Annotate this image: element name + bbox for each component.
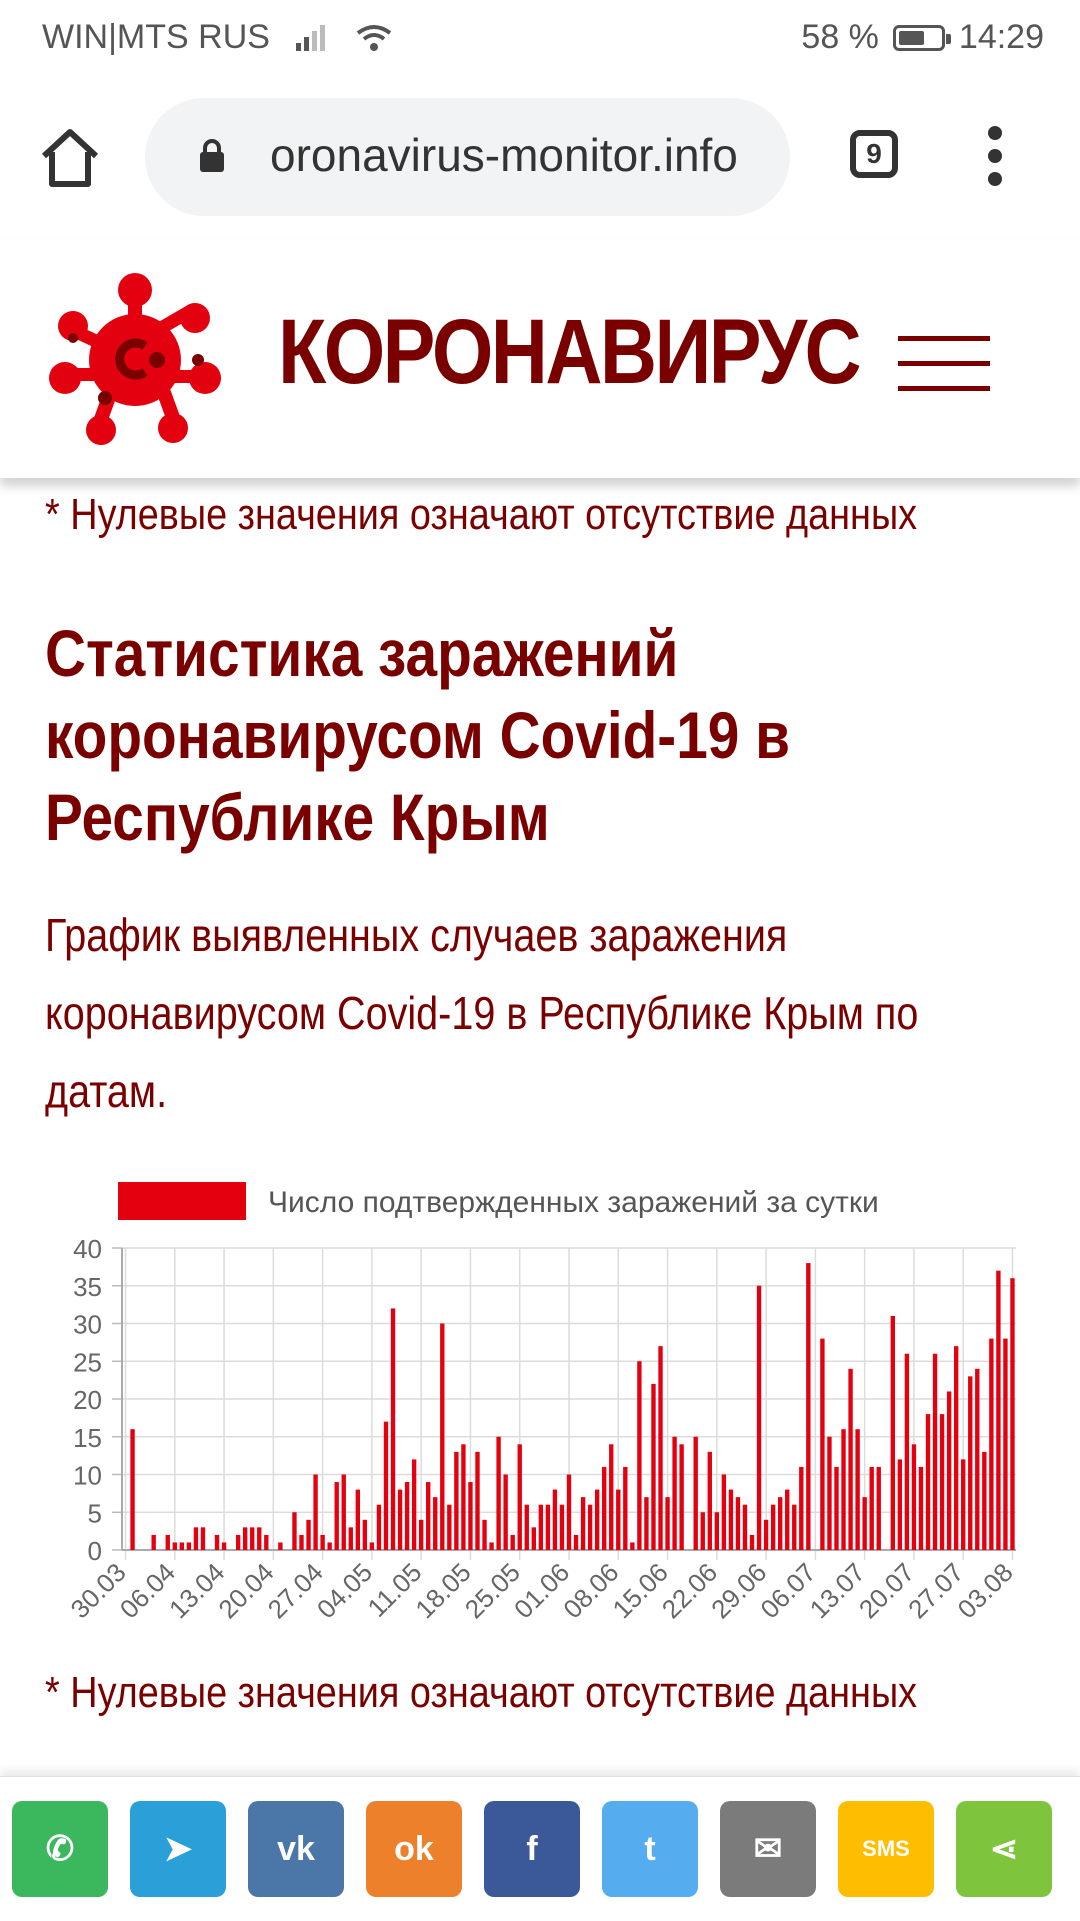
chart-bar	[496, 1437, 500, 1550]
chart-bar	[419, 1520, 423, 1550]
chart-bar	[651, 1384, 655, 1550]
chart-bar	[426, 1482, 430, 1550]
chart-bar	[736, 1497, 740, 1550]
chart-bar	[130, 1429, 134, 1550]
chart-bar	[961, 1459, 965, 1550]
chart-bar	[954, 1346, 958, 1550]
chart-bar	[870, 1467, 874, 1550]
sms-icon: SMS	[862, 1836, 910, 1861]
chart-bar	[377, 1505, 381, 1550]
chart-bar	[201, 1527, 205, 1550]
virus-logo[interactable]	[45, 268, 225, 448]
chart-bar	[363, 1520, 367, 1550]
chart-bar	[877, 1467, 881, 1550]
chart-bar	[665, 1497, 669, 1550]
chart-bar	[940, 1414, 944, 1550]
y-tick-label: 5	[87, 1498, 102, 1529]
x-tick-label: 27.07	[902, 1557, 970, 1625]
chart-bar	[898, 1459, 902, 1550]
chart-bar	[313, 1475, 317, 1551]
chart-bar	[574, 1535, 578, 1550]
page-heading: Статистика заражений коронавирусом Covid-19 в Республике Крым	[45, 616, 791, 854]
twitter-share-button[interactable]	[602, 1801, 698, 1897]
chart-bar	[222, 1542, 226, 1550]
cases-bar-chart	[0, 1170, 1080, 1670]
chart-bar	[327, 1542, 331, 1550]
chart-svg	[0, 1170, 1080, 1670]
home-icon[interactable]	[38, 126, 102, 190]
lock-icon	[198, 139, 226, 173]
chart-bar	[518, 1444, 522, 1550]
chart-bar	[489, 1542, 493, 1550]
chart-bar	[588, 1505, 592, 1550]
chart-bar	[630, 1542, 634, 1550]
chart-bar	[926, 1414, 930, 1550]
chart-bar	[644, 1497, 648, 1550]
y-tick-label: 15	[73, 1422, 102, 1453]
y-tick-label: 30	[73, 1309, 102, 1340]
facebook-icon: f	[526, 1829, 538, 1868]
share-share-button[interactable]	[956, 1801, 1052, 1897]
whatsapp-icon: ✆	[45, 1830, 75, 1868]
vk-icon: vk	[277, 1829, 315, 1868]
x-tick-label: 27.04	[261, 1557, 329, 1625]
chart-bar	[672, 1437, 676, 1550]
chart-bar	[166, 1535, 170, 1550]
facebook-share-button[interactable]	[484, 1801, 580, 1897]
chart-bar	[750, 1535, 754, 1550]
sms-share-button[interactable]	[838, 1801, 934, 1897]
x-tick-label: 20.04	[212, 1557, 280, 1625]
chart-bar	[391, 1308, 395, 1550]
x-tick-label: 20.07	[852, 1557, 921, 1625]
chart-bar	[349, 1527, 353, 1550]
chart-bar	[792, 1505, 796, 1550]
chart-bar	[855, 1429, 859, 1550]
chart-bar	[412, 1459, 416, 1550]
chart-bar	[546, 1505, 550, 1550]
chart-bar	[454, 1452, 458, 1550]
twitter-icon: t	[644, 1829, 656, 1868]
x-tick-label: 22.06	[655, 1557, 724, 1625]
chart-bar	[947, 1391, 951, 1550]
chart-bar	[820, 1339, 824, 1550]
odnoklassniki-icon: ok	[394, 1829, 434, 1868]
chart-bar	[757, 1286, 761, 1550]
chart-bar	[975, 1369, 979, 1550]
site-title[interactable]: КОРОНАВИРУС	[278, 301, 860, 403]
browser-toolbar	[0, 76, 1080, 241]
chart-bar	[461, 1444, 465, 1550]
signal-icon	[294, 23, 330, 53]
status-bar	[0, 0, 1080, 76]
y-tick-label: 10	[73, 1460, 102, 1491]
chart-bar	[525, 1505, 529, 1550]
chart-bar	[848, 1369, 852, 1550]
site-header	[0, 240, 1080, 478]
note-bottom: * Нулевые значения означают отсутствие данных	[45, 1668, 918, 1717]
chart-bar	[581, 1497, 585, 1550]
chart-bar	[595, 1490, 599, 1550]
chart-bar	[567, 1475, 571, 1551]
chart-bar	[616, 1490, 620, 1550]
x-tick-label: 13.04	[163, 1557, 231, 1625]
email-icon: ✉	[753, 1830, 783, 1868]
chart-bar	[553, 1490, 557, 1550]
x-tick-label: 18.05	[409, 1557, 477, 1625]
battery-percent: 58 %	[801, 18, 879, 56]
chart-bar	[996, 1271, 1000, 1550]
clock: 14:29	[958, 18, 1044, 56]
chart-bar	[299, 1535, 303, 1550]
chart-bar	[468, 1482, 472, 1550]
chart-bar	[384, 1422, 388, 1550]
x-tick-label: 13.07	[803, 1557, 871, 1625]
note-top: * Нулевые значения означают отсутствие данных	[45, 490, 918, 539]
chart-bar	[194, 1527, 198, 1550]
chart-bar	[708, 1452, 712, 1550]
carrier-label: WIN|MTS RUS	[42, 18, 270, 56]
page-subtext: График выявленных случаев заражения коронавирусом Covid-19 в Республике Крым по датам.	[45, 909, 919, 1117]
wifi-icon	[354, 23, 394, 53]
y-tick-label: 20	[73, 1385, 102, 1415]
chart-bar	[905, 1354, 909, 1550]
hamburger-menu-icon[interactable]	[898, 336, 990, 392]
chart-bar	[292, 1512, 296, 1550]
x-tick-label: 15.06	[606, 1557, 674, 1625]
chart-bar	[722, 1475, 726, 1551]
chart-bar	[827, 1437, 831, 1550]
odnoklassniki-share-button[interactable]	[366, 1801, 462, 1897]
chart-bar	[447, 1505, 451, 1550]
tabs-count-button[interactable]: 9	[850, 130, 898, 178]
legend-label: Число подтвержденных заражений за сутки	[268, 1186, 879, 1219]
chart-bar	[658, 1346, 662, 1550]
chart-bar	[503, 1475, 507, 1551]
chart-bar	[215, 1535, 219, 1550]
chart-bar	[180, 1542, 184, 1550]
x-tick-label: 08.06	[557, 1557, 625, 1625]
whatsapp-share-button[interactable]	[12, 1801, 108, 1897]
legend-swatch	[118, 1182, 246, 1220]
chart-bar	[715, 1512, 719, 1550]
chart-bar	[475, 1452, 479, 1550]
chart-bar	[637, 1361, 641, 1550]
chart-bar	[912, 1444, 916, 1550]
chart-bar	[539, 1505, 543, 1550]
chart-bar	[173, 1542, 177, 1550]
chart-bar	[335, 1482, 339, 1550]
chart-bar	[560, 1505, 564, 1550]
chart-bar	[243, 1527, 247, 1550]
chart-bar	[764, 1520, 768, 1550]
share-icon: ⋖	[989, 1830, 1019, 1868]
chart-bar	[187, 1542, 191, 1550]
chart-bar	[356, 1490, 360, 1550]
chart-bar	[236, 1535, 240, 1550]
x-tick-label: 29.06	[705, 1557, 773, 1625]
share-bar	[0, 1776, 1080, 1921]
chart-bar	[701, 1512, 705, 1550]
chart-bar	[440, 1324, 444, 1551]
chart-bar	[806, 1263, 810, 1550]
chart-bar	[834, 1467, 838, 1550]
chart-bar	[933, 1354, 937, 1550]
chart-bar	[405, 1482, 409, 1550]
chart-bar	[982, 1452, 986, 1550]
email-share-button[interactable]	[720, 1801, 816, 1897]
chart-bar	[306, 1520, 310, 1550]
chart-bar	[482, 1520, 486, 1550]
x-tick-label: 30.03	[64, 1557, 132, 1625]
chart-bar	[342, 1475, 346, 1551]
chart-bar	[398, 1490, 402, 1550]
address-bar[interactable]	[145, 98, 790, 216]
chart-bar	[679, 1444, 683, 1550]
battery-icon	[893, 25, 945, 51]
chart-bar	[532, 1527, 536, 1550]
url-text[interactable]: oronavirus-monitor.info	[270, 129, 738, 181]
x-tick-label: 06.04	[113, 1557, 182, 1625]
chart-bar	[919, 1467, 923, 1550]
x-tick-label: 06.07	[754, 1557, 822, 1625]
chart-bar	[257, 1527, 261, 1550]
chart-bar	[1010, 1278, 1014, 1550]
chart-bar	[264, 1535, 268, 1550]
y-tick-label: 25	[73, 1347, 102, 1378]
y-tick-label: 40	[73, 1234, 102, 1264]
x-tick-label: 04.05	[310, 1557, 379, 1625]
chart-bar	[729, 1490, 733, 1550]
more-menu-icon[interactable]	[985, 126, 1005, 190]
chart-bar	[694, 1437, 698, 1550]
chart-bar	[623, 1467, 627, 1550]
chart-bar	[743, 1505, 747, 1550]
chart-bar	[862, 1497, 866, 1550]
chart-bar	[151, 1535, 155, 1550]
chart-bar	[609, 1444, 613, 1550]
x-tick-label: 01.06	[508, 1557, 576, 1625]
chart-bar	[799, 1467, 803, 1550]
chart-bar	[785, 1490, 789, 1550]
chart-bar	[433, 1497, 437, 1550]
x-tick-label: 11.05	[361, 1557, 428, 1623]
y-tick-label: 0	[87, 1536, 102, 1566]
vk-share-button[interactable]	[248, 1801, 344, 1897]
chart-bar	[771, 1505, 775, 1550]
chart-bar	[320, 1535, 324, 1550]
chart-bar	[370, 1542, 374, 1550]
chart-bar	[968, 1376, 972, 1550]
x-tick-label: 03.08	[951, 1557, 1019, 1625]
chart-bar	[891, 1316, 895, 1550]
chart-bar	[1003, 1339, 1007, 1550]
chart-bar	[511, 1535, 515, 1550]
chart-bar	[989, 1339, 993, 1550]
chart-bar	[250, 1527, 254, 1550]
x-tick-label: 25.05	[458, 1557, 526, 1625]
telegram-share-button[interactable]	[130, 1801, 226, 1897]
chart-bar	[602, 1467, 606, 1550]
chart-bar	[841, 1429, 845, 1550]
y-tick-label: 35	[73, 1271, 102, 1302]
chart-bar	[278, 1542, 282, 1550]
telegram-icon: ➤	[163, 1830, 193, 1868]
chart-bar	[778, 1497, 782, 1550]
